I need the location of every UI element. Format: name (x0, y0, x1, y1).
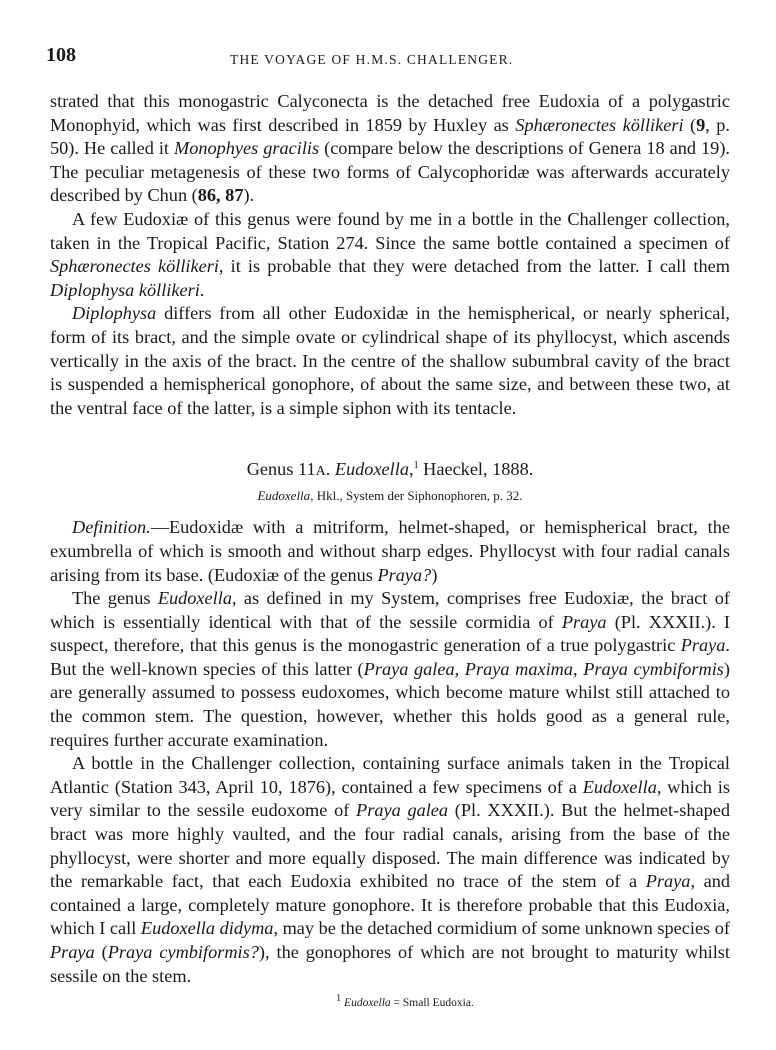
page (46, 40, 731, 1016)
paragraph-definition: Definition.—Eudoxidæ with a mitriform, helmet-shaped, or hemispherical bract, the exumbrella of which is smooth and without sharp edges. Phyllocyst with four radial canals arising from its base. (Eudoxiæ of the genus Praya?) (50, 517, 730, 585)
body-text (50, 90, 730, 1016)
paragraph-6: A bottle in the Challenger collection, containing surface animals taken in the Tropical Atlantic (Station 343, April 10, 1876), contained a few specimens of a Eudoxella, which is very similar to the sessile eudoxome of Praya galea (Pl. XXXII.). But the helmet-shaped bract was more highly vaulted, and the four radial canals, arising from the base of the phyllocyst, were shorter and more equally disposed. The main difference was indicated by the remarkable fact, that each Eudoxia exhibited no trace of the stem of a Praya, and contained a large, completely mature gonophore. It is therefore probable that this Eudoxia, which I call Eudoxella didyma, may be the detached cormidium of some unknown species of Praya (Praya cymbiformis?), the gonophores of which are not brought to maturity whilst sessile on the stem. (50, 753, 730, 986)
genus-reference: Eudoxella, Hkl., System der Siphonophoren, p. 32. (257, 488, 523, 504)
running-head: THE VOYAGE OF H.M.S. CHALLENGER. (230, 52, 514, 67)
page-number: 108 (46, 44, 76, 66)
paragraph-1: strated that this monogastric Calyconecta is the detached free Eudoxia of a polygastric Monophyid, which was first described in 1859 by Huxley as Sphæronectes köllikeri (9, p. 50). He called it Monophyes gracilis (compare below the descriptions of Genera 18 and 19). The peculiar metagenesis of these two forms of Calycophoridæ was afterwards accurately described by Chun (86, 87). (50, 91, 730, 206)
footnote: $^1$ Eudoxella = Small Eudoxia. (336, 993, 474, 1010)
paragraph-3: Diplophysa differs from all other Eudoxidæ in the hemispherical, or nearly spherical, form of its bract, and the simple ovate or cylindrical shape of its phyllocyst, which ascends vertically in the axis of the bract. In the centre of the shallow subumbral cavity of the bract is suspended a hemispherical gonophore, of about the same size, and between these two, at the ventral face of the latter, is a simple siphon with its tentacle. (50, 303, 730, 418)
footnote-marker: 1 (413, 460, 419, 472)
paragraph-2: A few Eudoxiæ of this genus were found by me in a bottle in the Challenger collection, taken in the Tropical Pacific, Station 274. Since the same bottle contained a specimen of Sphæronectes köllikeri, it is probable that they were detached from the latter. I call them Diplophysa köllikeri. (50, 208, 730, 300)
genus-heading: Genus 11A. Eudoxella,$^1$ Haeckel, 1888. (246, 459, 534, 480)
page-header (46, 40, 730, 76)
paragraph-5: The genus Eudoxella, as defined in my System, comprises free Eudoxiæ, the bract of which is essentially identical with that of the sessile cormidia of Praya (Pl. XXXII.). I suspect, therefore, that this genus is the monogastric generation of a true polygastric Praya. But the well-known species of this latter (Praya galea, Praya maxima, Praya cymbiformis) are generally assumed to possess eudoxomes, which become mature whilst still attached to the common stem. The question, however, whether this holds good as a general rule, requires further accurate examination. (50, 588, 731, 750)
